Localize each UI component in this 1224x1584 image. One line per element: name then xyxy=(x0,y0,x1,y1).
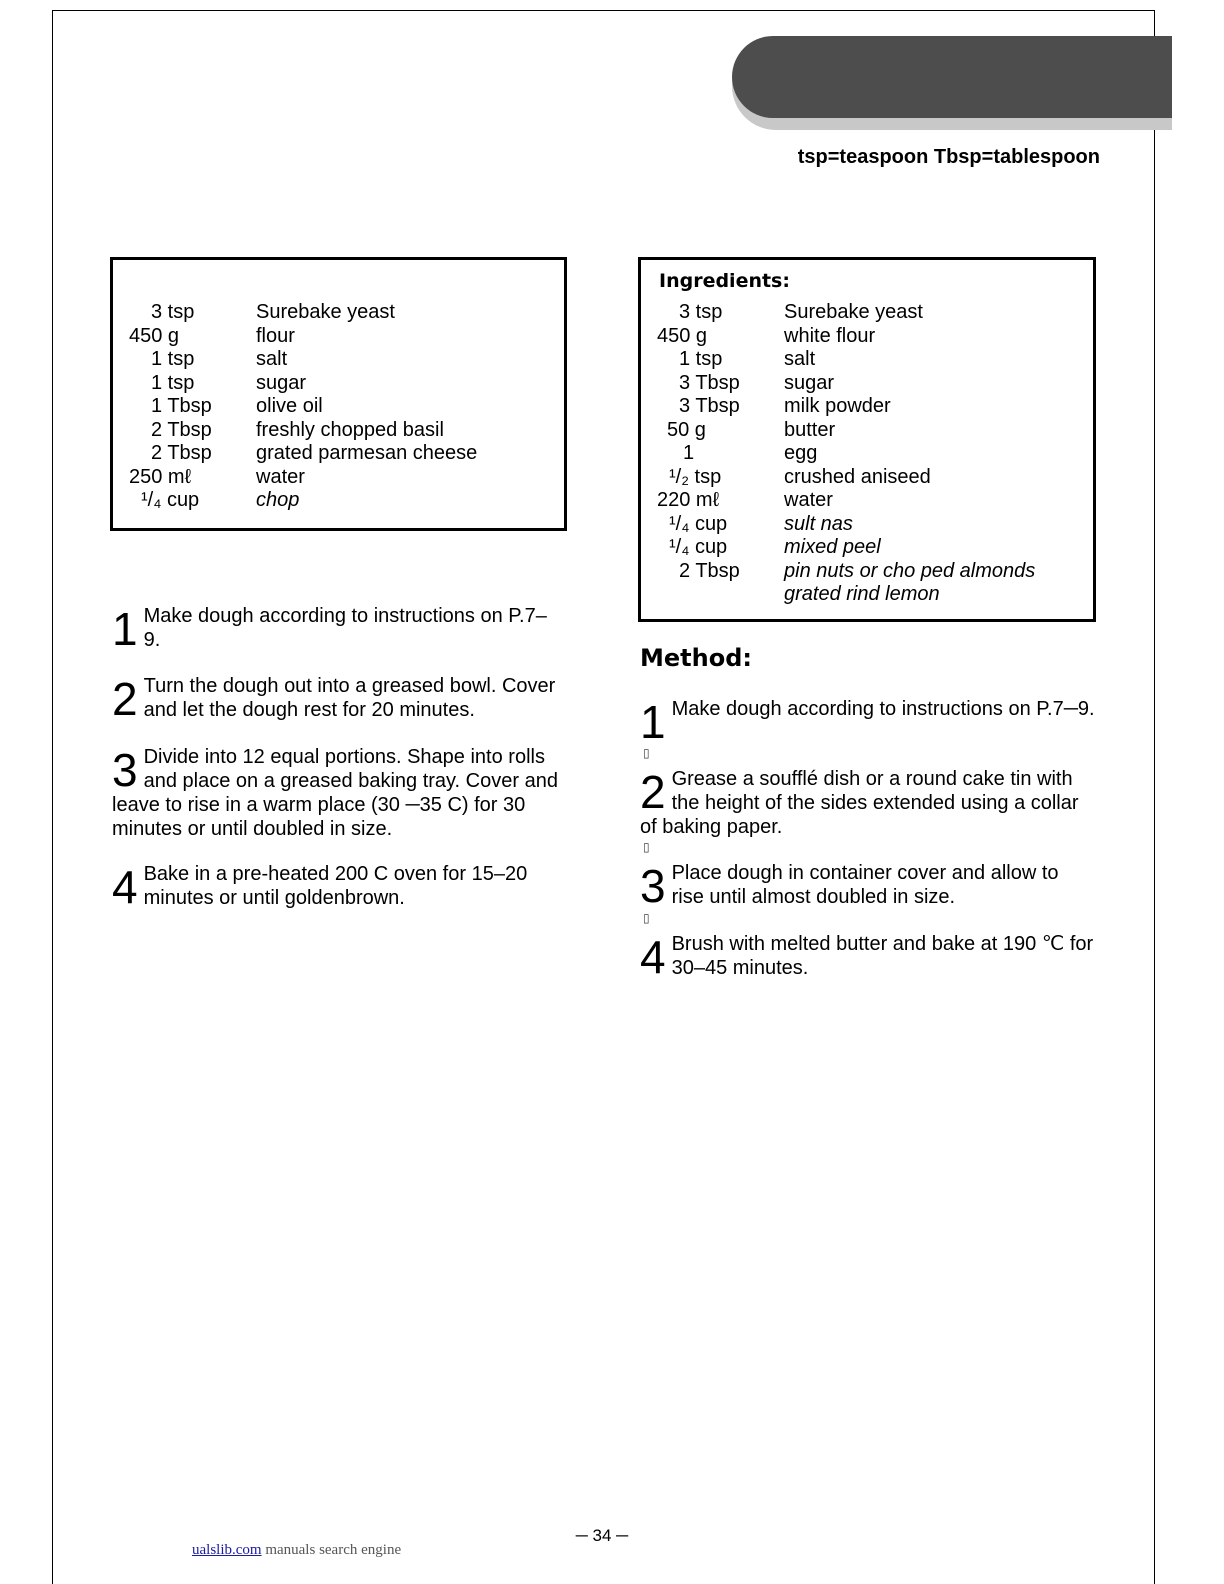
watermark xyxy=(126,1542,401,1559)
ingredient-quantity: 220 mℓ xyxy=(657,489,720,511)
step-text: Make dough according to instructions on P.7─9. xyxy=(671,698,1095,720)
ingredient-name: water xyxy=(256,465,305,488)
step-number: 3 xyxy=(112,744,138,796)
ingredient-name: chop xyxy=(256,489,300,511)
step-number: 3 xyxy=(640,860,666,912)
step-number: 1 xyxy=(112,603,138,655)
ingredient-quantity: 2 Tbsp xyxy=(151,418,212,441)
glyph-marker: ▯ xyxy=(643,840,650,854)
step-number: 4 xyxy=(112,861,138,913)
left-ingredients-box xyxy=(110,257,567,531)
ingredient-quantity: ¹/₄ cup xyxy=(141,489,200,511)
ingredient-name: egg xyxy=(784,442,818,464)
ingredient-quantity: 2 Tbsp xyxy=(679,559,740,582)
step-number: 1 xyxy=(640,696,666,748)
ingredient-quantity: ¹/₄ cup xyxy=(669,512,728,535)
step-text: Place dough in container cover and allow to rise until almost doubled in size. xyxy=(671,862,1059,908)
site-link[interactable]: ualslib.com xyxy=(192,1542,262,1558)
ingredient-quantity: 450 g xyxy=(129,324,180,347)
ingredient-quantity: 3 tsp xyxy=(151,301,195,323)
ingredient-quantity: ¹/₂ tsp xyxy=(669,465,722,488)
ingredient-quantity: 1 tsp xyxy=(151,371,195,394)
ingredient-name: flour xyxy=(256,324,295,347)
right-step-3 xyxy=(640,860,1095,912)
ingredient-name: sugar xyxy=(784,371,835,394)
ingredient-name: sult nas xyxy=(784,512,853,535)
step-text: Brush with melted butter and bake at 190 ℃ for 30–45 minutes. xyxy=(671,933,1094,979)
left-step-4 xyxy=(112,861,562,913)
ingredient-quantity: 1 tsp xyxy=(679,348,723,370)
left-step-3 xyxy=(112,745,564,841)
ingredient-quantity: 3 Tbsp xyxy=(679,371,740,394)
step-text: Bake in a pre-heated 200 C oven for 15–20 minutes or until goldenbrown. xyxy=(143,863,528,909)
ingredient-quantity: ¹/₄ cup xyxy=(669,536,728,558)
left-step-1 xyxy=(112,603,562,655)
left-step-2 xyxy=(112,673,562,725)
ingredient-name: water xyxy=(784,489,833,511)
step-number: 2 xyxy=(640,766,666,818)
ingredient-name: grated parmesan cheese xyxy=(256,442,478,464)
step-number: 2 xyxy=(112,673,138,725)
ingredient-name: pin nuts or cho ped almonds xyxy=(784,559,1036,582)
right-step-4 xyxy=(640,931,1095,983)
ingredient-name: milk powder xyxy=(784,395,891,417)
ingredient-name: Surebake yeast xyxy=(256,301,395,323)
step-text: Turn the dough out into a greased bowl. Cover and let the dough rest for 20 minutes. xyxy=(143,675,556,721)
ingredient-name: mixed peel xyxy=(784,536,881,558)
step-text: Make dough according to instructions on P.7–9. xyxy=(143,605,547,651)
step-text: Grease a soufflé dish or a round cake tin with the height of the sides extended using a collar of baking paper. xyxy=(640,768,1079,838)
step-text: Divide into 12 equal portions. Shape into rolls and place on a greased baking tray. Cover and leave to rise in a warm place (30 ─35 C) for 30 minutes or until doubled in size. xyxy=(112,746,558,840)
site-tagline: manuals search engine xyxy=(265,1542,402,1558)
ingredient-name: butter xyxy=(784,418,836,441)
glyph-marker: ▯ xyxy=(643,911,650,925)
ingredient-quantity: 50 g xyxy=(667,418,706,441)
ingredient-name: olive oil xyxy=(256,395,323,417)
ingredient-name: grated rind lemon xyxy=(784,583,940,605)
ingredient-quantity: 3 tsp xyxy=(679,301,723,323)
ingredient-quantity: 1 xyxy=(683,442,695,464)
ingredient-quantity: 2 Tbsp xyxy=(151,442,212,464)
ingredients-title: Ingredients: xyxy=(659,270,790,292)
ingredient-name: salt xyxy=(784,348,816,370)
ingredient-name: Surebake yeast xyxy=(784,301,923,323)
abbreviation-note: tsp=teaspoon Tbsp=tablespoon xyxy=(797,146,1100,168)
ingredient-name: freshly chopped basil xyxy=(256,418,444,441)
page-number: ─ 34 ─ xyxy=(575,1526,629,1545)
ingredient-name: crushed aniseed xyxy=(784,465,931,488)
ingredient-quantity: 250 mℓ xyxy=(129,465,192,488)
ingredient-quantity: 3 Tbsp xyxy=(679,395,740,417)
header-tab xyxy=(732,36,1172,118)
right-step-2 xyxy=(640,767,1098,839)
ingredient-quantity: 1 Tbsp xyxy=(151,395,212,417)
ingredient-name: sugar xyxy=(256,371,307,394)
right-ingredients-box xyxy=(638,257,1096,622)
ingredient-name: salt xyxy=(256,348,288,370)
ingredient-quantity: 450 g xyxy=(657,324,708,347)
right-step-1 xyxy=(640,696,1095,748)
ingredient-name: white flour xyxy=(784,324,876,347)
glyph-marker: ▯ xyxy=(643,746,650,760)
ingredient-quantity: 1 tsp xyxy=(151,348,195,370)
step-number: 4 xyxy=(640,931,666,983)
method-title: Method: xyxy=(640,644,752,672)
